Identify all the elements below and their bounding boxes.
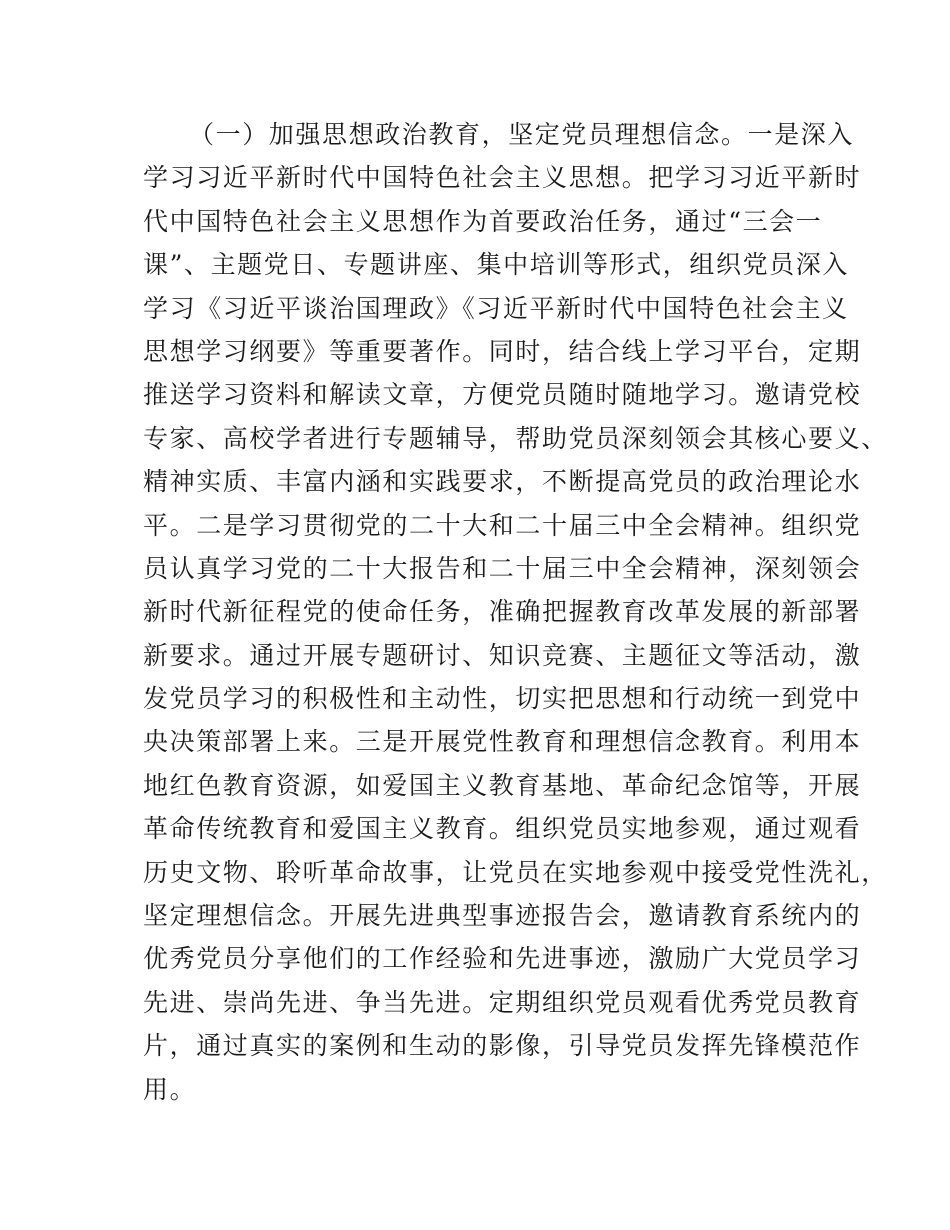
paragraph-line-15: 央决策部署上来。三是开展党性教育和理想信念教育。利用本 bbox=[143, 727, 862, 757]
paragraph-line-10: 平。二是学习贯彻党的二十大和二十届三中全会精神。组织党 bbox=[143, 510, 862, 540]
paragraph-line-22: 片，通过真实的案例和生动的影像，引导党员发挥先锋模范作 bbox=[143, 1031, 862, 1061]
paragraph-line-9: 精神实质、丰富内涵和实践要求，不断提高党员的政治理论水 bbox=[143, 467, 862, 497]
paragraph-line-3: 代中国特色社会主义思想作为首要政治任务，通过“三会一 bbox=[143, 206, 823, 236]
paragraph-line-14: 发党员学习的积极性和主动性，切实把思想和行动统一到党中 bbox=[143, 684, 862, 714]
paragraph-line-1: （一）加强思想政治教育，坚定党员理想信念。一是深入 bbox=[189, 120, 855, 149]
paragraph-line-4: 课”、主题党日、专题讲座、集中培训等形式，组织党员深入 bbox=[143, 250, 849, 280]
paragraph-line-13: 新要求。通过开展专题研讨、知识竞赛、主题征文等活动，激 bbox=[143, 640, 862, 670]
paragraph-line-21: 先进、崇尚先进、争当先进。定期组织党员观看优秀党员教育 bbox=[143, 987, 862, 1017]
paragraph-line-7: 推送学习资料和解读文章，方便党员随时随地学习。邀请党校 bbox=[143, 380, 862, 410]
paragraph-line-23: 用。 bbox=[143, 1074, 197, 1104]
paragraph-line-12: 新时代新征程党的使命任务，准确把握教育改革发展的新部署 bbox=[143, 597, 862, 627]
paragraph-line-19: 坚定理想信念。开展先进典型事迹报告会，邀请教育系统内的 bbox=[143, 901, 862, 931]
body-paragraph bbox=[143, 113, 888, 1111]
paragraph-line-16: 地红色教育资源，如爱国主义教育基地、革命纪念馆等，开展 bbox=[143, 770, 862, 800]
paragraph-line-20: 优秀党员分享他们的工作经验和先进事迹，激励广大党员学习 bbox=[143, 944, 862, 974]
paragraph-line-8: 专家、高校学者进行专题辅导，帮助党员深刻领会其核心要义、 bbox=[143, 423, 888, 453]
paragraph-line-5: 学习《习近平谈治国理政》《习近平新时代中国特色社会主义 bbox=[143, 293, 849, 323]
paragraph-line-2: 学习习近平新时代中国特色社会主义思想。把学习习近平新时 bbox=[143, 163, 862, 193]
paragraph-line-6: 思想学习纲要》等重要著作。同时，结合线上学习平台，定期 bbox=[143, 336, 862, 366]
paragraph-line-11: 员认真学习党的二十大报告和二十届三中全会精神，深刻领会 bbox=[143, 553, 862, 583]
paragraph-line-18: 历史文物、聆听革命故事，让党员在实地参观中接受党性洗礼， bbox=[143, 857, 888, 887]
paragraph-line-17: 革命传统教育和爱国主义教育。组织党员实地参观，通过观看 bbox=[143, 814, 862, 844]
